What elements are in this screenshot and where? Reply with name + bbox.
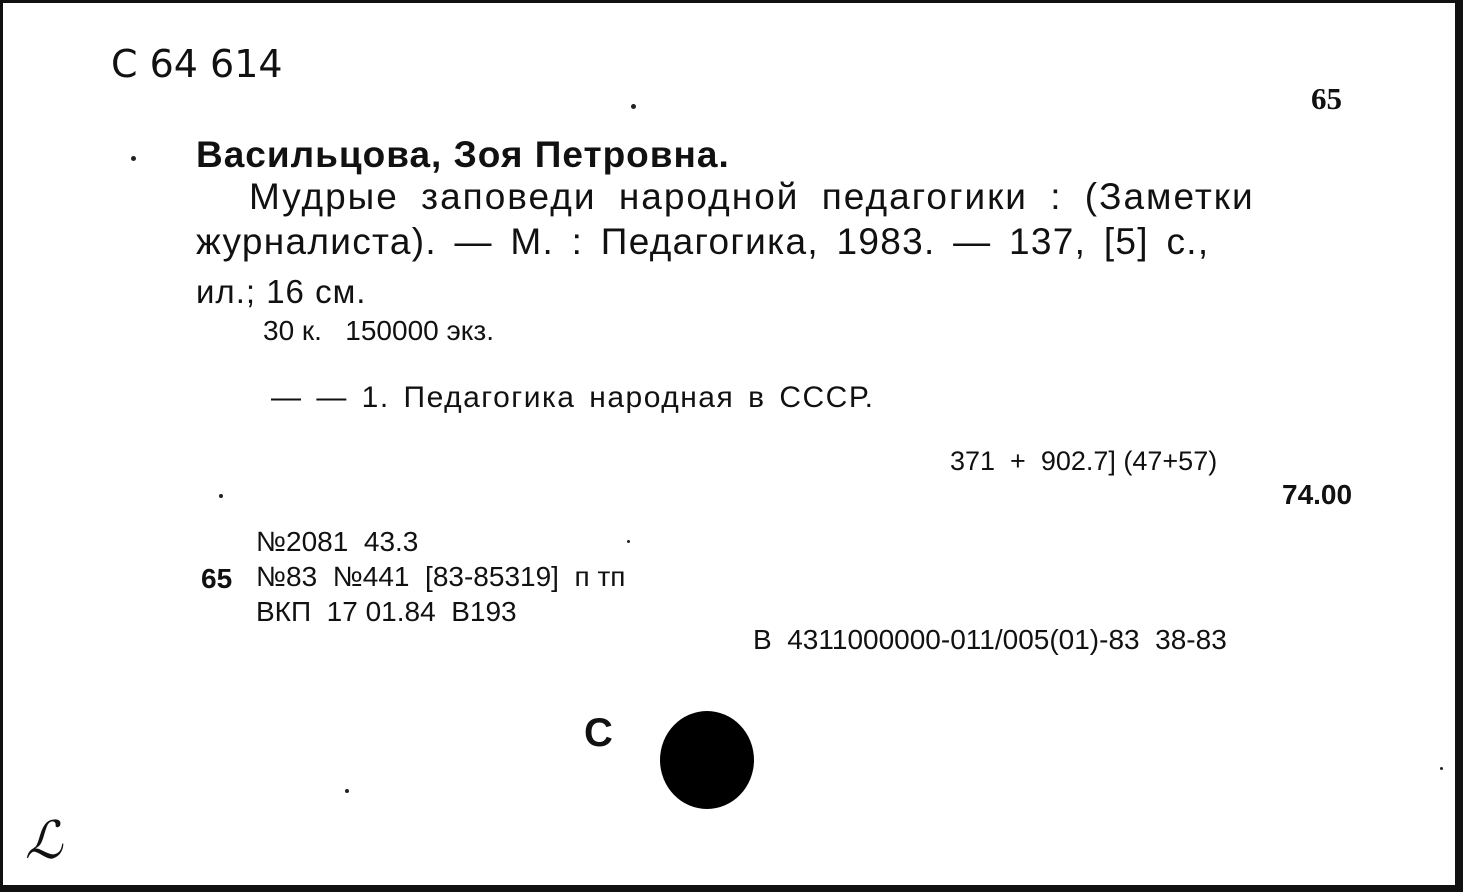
- classification-codes: 371 + 902.7] (47+57): [950, 446, 1218, 476]
- description-line-1: Мудрые заповеди народной педагогики : (Заметки: [249, 176, 1255, 217]
- subject-heading: — — 1. Педагогика народная в СССР.: [271, 381, 875, 414]
- footer-letter: С: [584, 711, 613, 755]
- registration-line-3: ВКП 17 01.84 В193: [256, 596, 517, 627]
- filled-circle-icon: [660, 711, 754, 809]
- page-number: 65: [1311, 81, 1342, 116]
- description-line-2: журналиста). — М. : Педагогика, 1983. — 137, [5] с.,: [196, 221, 1210, 262]
- registration-line-2: №83 №441 [83-85319] п тп: [256, 561, 626, 592]
- price-and-print-run: 30 к. 150000 экз.: [263, 315, 494, 346]
- speck: [345, 789, 349, 793]
- publisher-code: В 4311000000-011/005(01)-83 38-83: [753, 624, 1227, 655]
- registration-prefix: 65: [201, 563, 233, 594]
- classification-index: 74.00: [1282, 479, 1353, 510]
- speck: [631, 104, 636, 109]
- author-heading: Васильцова, Зоя Петровна.: [196, 134, 730, 175]
- speck: [1440, 767, 1443, 770]
- description-line-3: ил.; 16 см.: [196, 273, 367, 310]
- call-number: С 64 614: [111, 42, 283, 86]
- handwritten-mark: ℒ: [25, 811, 63, 871]
- registration-line-1: №2081 43.3: [256, 526, 419, 557]
- speck: [131, 156, 136, 161]
- speck: [219, 494, 223, 498]
- speck: [627, 540, 630, 543]
